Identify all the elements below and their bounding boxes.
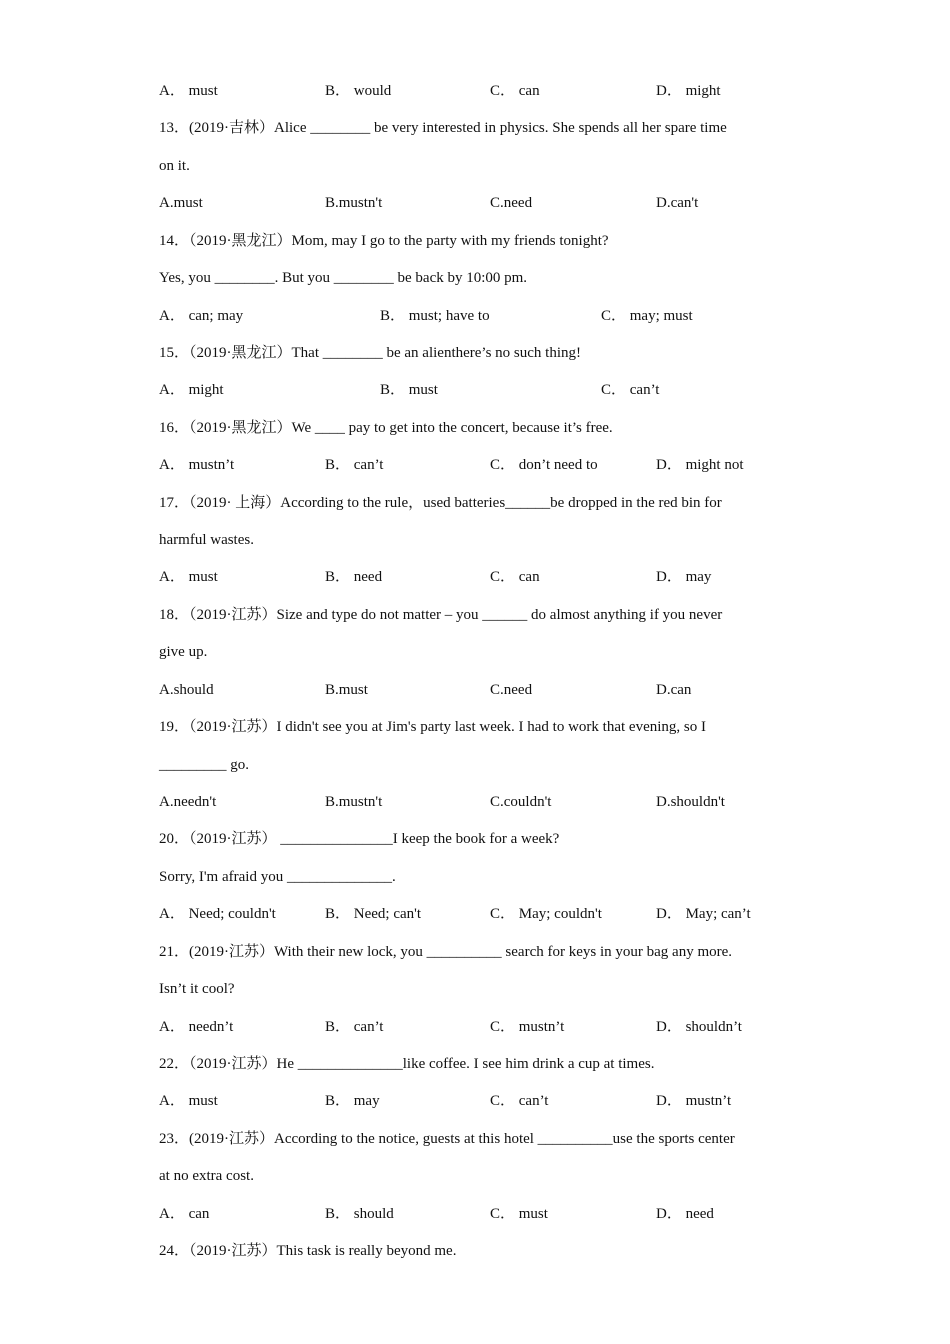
- question-text-line: 22．（2019·江苏）He ______________like coffee. I see him drink a cup at times.: [159, 1055, 655, 1072]
- option-d: D.can't: [656, 195, 699, 212]
- option-b: B． must; have to: [380, 307, 490, 324]
- option-b: B.mustn't: [325, 793, 383, 810]
- option-d: D． may: [656, 569, 712, 586]
- option-c: C． can’t: [490, 1093, 549, 1110]
- option-c: C.need: [490, 195, 533, 212]
- option-a: A． can: [159, 1205, 210, 1222]
- question-text-line: 24．（2019·江苏）This task is really beyond me.: [159, 1243, 457, 1260]
- question-text-line: Sorry, I'm afraid you ______________.: [159, 868, 396, 885]
- option-a: A.should: [159, 681, 214, 698]
- option-c: C． don’t need to: [490, 457, 598, 474]
- option-b: B.mustn't: [325, 195, 383, 212]
- option-d: D． shouldn’t: [656, 1018, 742, 1035]
- option-c: C． mustn’t: [490, 1018, 565, 1035]
- question-text-line: Isn’t it cool?: [159, 981, 235, 998]
- option-a: A.needn't: [159, 793, 217, 810]
- question-text-line: 16．（2019·黑龙江）We ____ pay to get into the concert, because it’s free.: [159, 419, 613, 436]
- option-c: C.need: [490, 681, 533, 698]
- question-text-line: 13．(2019·吉林）Alice ________ be very interested in physics. She spends all her spare time: [159, 120, 727, 137]
- option-b: B． need: [325, 569, 383, 586]
- option-c: C． must: [490, 1205, 548, 1222]
- option-d: D.shouldn't: [656, 793, 725, 810]
- question-text-line: Yes, you ________. But you ________ be back by 10:00 pm.: [159, 270, 528, 287]
- question-text-line: 14．（2019·黑龙江）Mom, may I go to the party with my friends tonight?: [159, 232, 609, 249]
- question-text-line: on it.: [159, 157, 190, 174]
- option-a: A． might: [159, 382, 224, 399]
- question-text-line: 18．（2019·江苏）Size and type do not matter – you ______ do almost anything if you never: [159, 606, 723, 623]
- option-a: A． mustn’t: [159, 457, 235, 474]
- option-d: D． mustn’t: [656, 1093, 732, 1110]
- option-a: A.must: [159, 195, 203, 212]
- question-text-line: harmful wastes.: [159, 532, 254, 549]
- option-b: B． must: [380, 382, 438, 399]
- question-text-line: 15．（2019·黑龙江）That ________ be an alienthere’s no such thing!: [159, 344, 582, 361]
- option-d: D． might: [656, 83, 721, 99]
- option-d: D． need: [656, 1205, 714, 1222]
- option-b: B． Need; can't: [325, 906, 422, 923]
- option-c: C． may; must: [601, 307, 693, 324]
- question-text-line: 20．（2019·江苏） _______________I keep the book for a week?: [159, 831, 560, 848]
- option-a: A． can; may: [159, 307, 244, 324]
- option-a: A． needn’t: [159, 1018, 234, 1035]
- question-text-line: 21．(2019·江苏）With their new lock, you __________ search for keys in your bag any more.: [159, 943, 733, 960]
- option-d: D． might not: [656, 457, 744, 474]
- question-text-line: 17．（2019· 上海）According to the rule，used batteries______be dropped in the red bin for: [159, 494, 722, 511]
- option-b: B． can’t: [325, 457, 384, 474]
- option-c: C． can’t: [601, 382, 660, 399]
- option-b: B． can’t: [325, 1018, 384, 1035]
- option-a: A． Need; couldn't: [159, 906, 276, 923]
- question-text-line: give up.: [159, 644, 208, 661]
- question-text-line: 19．（2019·江苏）I didn't see you at Jim's party last week. I had to work that evening, so I: [159, 719, 706, 736]
- option-b: B.must: [325, 681, 368, 698]
- question-text-line: _________ go.: [159, 756, 249, 773]
- option-b: B． may: [325, 1093, 380, 1110]
- option-b: B． would: [325, 83, 392, 99]
- option-c: C． can: [490, 569, 540, 586]
- question-text-line: 23．(2019·江苏）According to the notice, guests at this hotel __________use the sports center: [159, 1130, 735, 1147]
- option-a: A． must: [159, 1093, 218, 1110]
- option-d: D． May; can’t: [656, 906, 751, 923]
- question-text-line: at no extra cost.: [159, 1168, 254, 1185]
- option-c: C.couldn't: [490, 793, 552, 810]
- option-c: C． May; couldn't: [490, 906, 602, 923]
- option-d: D.can: [656, 681, 692, 698]
- option-a: A． must: [159, 569, 218, 586]
- option-a: A． must: [159, 83, 218, 99]
- option-c: C． can: [490, 83, 540, 99]
- option-b: B． should: [325, 1205, 394, 1222]
